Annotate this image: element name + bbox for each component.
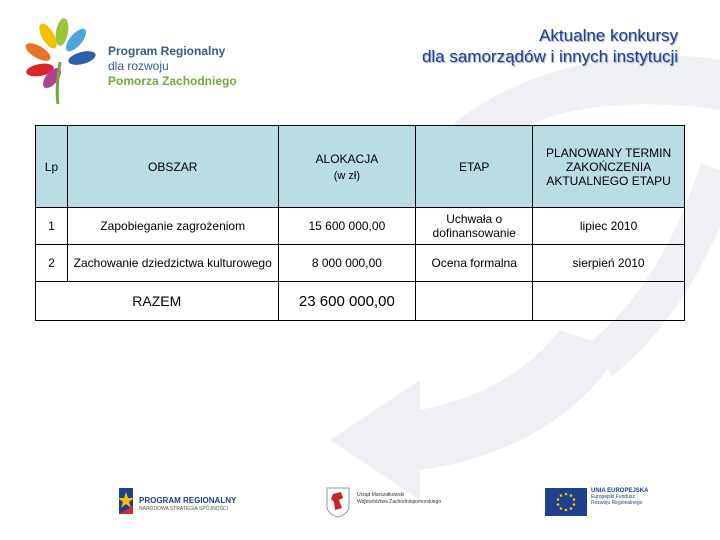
logo-line-2: dla rozwoju <box>108 59 169 73</box>
footer-logo1-sub: NARODOWA STRATEGIA SPÓJNOŚCI <box>139 506 228 512</box>
title-line-1: Aktualne konkursy <box>539 26 678 45</box>
slide-title <box>422 25 678 67</box>
footer-urzad-marszalkowski-logo <box>325 486 465 520</box>
footer-logo3-line2: Europejski Fundusz <box>591 494 635 500</box>
header-etap: ETAP <box>416 126 533 208</box>
footer-eu-logo <box>545 488 665 518</box>
cell-etap: Ocena formalna <box>416 245 533 282</box>
footer-logo3-line1: UNIA EUROPEJSKA <box>591 488 649 494</box>
table-header-row <box>36 126 685 208</box>
footer-program-regionalny-logo <box>115 484 245 522</box>
table-row <box>36 208 685 245</box>
nss-star-icon <box>115 484 137 518</box>
total-value: 23 600 000,00 <box>278 282 416 321</box>
flower-logo-icon <box>18 18 108 108</box>
header-alokacja-label: ALOKACJA <box>315 151 379 166</box>
table-row <box>36 245 685 282</box>
cell-obszar: Zachowanie dziedzictwa kulturowego <box>67 245 278 282</box>
cell-alokacja: 15 600 000,00 <box>278 208 416 245</box>
header-obszar: OBSZAR <box>67 126 278 208</box>
cell-termin: lipiec 2010 <box>533 208 685 245</box>
header-termin: PLANOWANY TERMIN ZAKOŃCZENIA AKTUALNEGO ETAPU <box>533 126 685 208</box>
cell-lp: 2 <box>36 245 68 282</box>
griffin-crest-icon <box>325 486 351 518</box>
total-empty-termin <box>533 282 685 321</box>
header-alokacja <box>278 126 416 208</box>
footer-logos <box>0 478 720 528</box>
logo-line-1: Program Regionalny <box>108 44 226 58</box>
footer-logo2-line2: Województwa Zachodniopomorskiego <box>357 499 442 505</box>
cell-termin: sierpień 2010 <box>533 245 685 282</box>
header-alokacja-unit: (w zł) <box>333 169 361 182</box>
eu-flag-icon <box>545 488 587 516</box>
program-logo-text <box>108 44 237 89</box>
cell-lp: 1 <box>36 208 68 245</box>
cell-alokacja: 8 000 000,00 <box>278 245 416 282</box>
footer-logo3-line3: Rozwoju Regionalnego <box>591 500 643 506</box>
cell-etap: Uchwała o dofinansowanie <box>416 208 533 245</box>
header-lp: Lp <box>36 126 68 208</box>
logo-line-3: Pomorza Zachodniego <box>108 74 237 88</box>
title-line-2: dla samorządów i innych instytucji <box>421 47 678 66</box>
table-total-row <box>36 282 685 321</box>
cell-obszar: Zapobieganie zagrożeniom <box>67 208 278 245</box>
footer-logo1-name: PROGRAM REGIONALNY <box>139 496 237 505</box>
footer-logo2-line1: Urząd Marszałkowski <box>357 492 405 498</box>
total-label: RAZEM <box>36 282 279 321</box>
competitions-table <box>35 125 685 321</box>
total-empty-etap <box>416 282 533 321</box>
